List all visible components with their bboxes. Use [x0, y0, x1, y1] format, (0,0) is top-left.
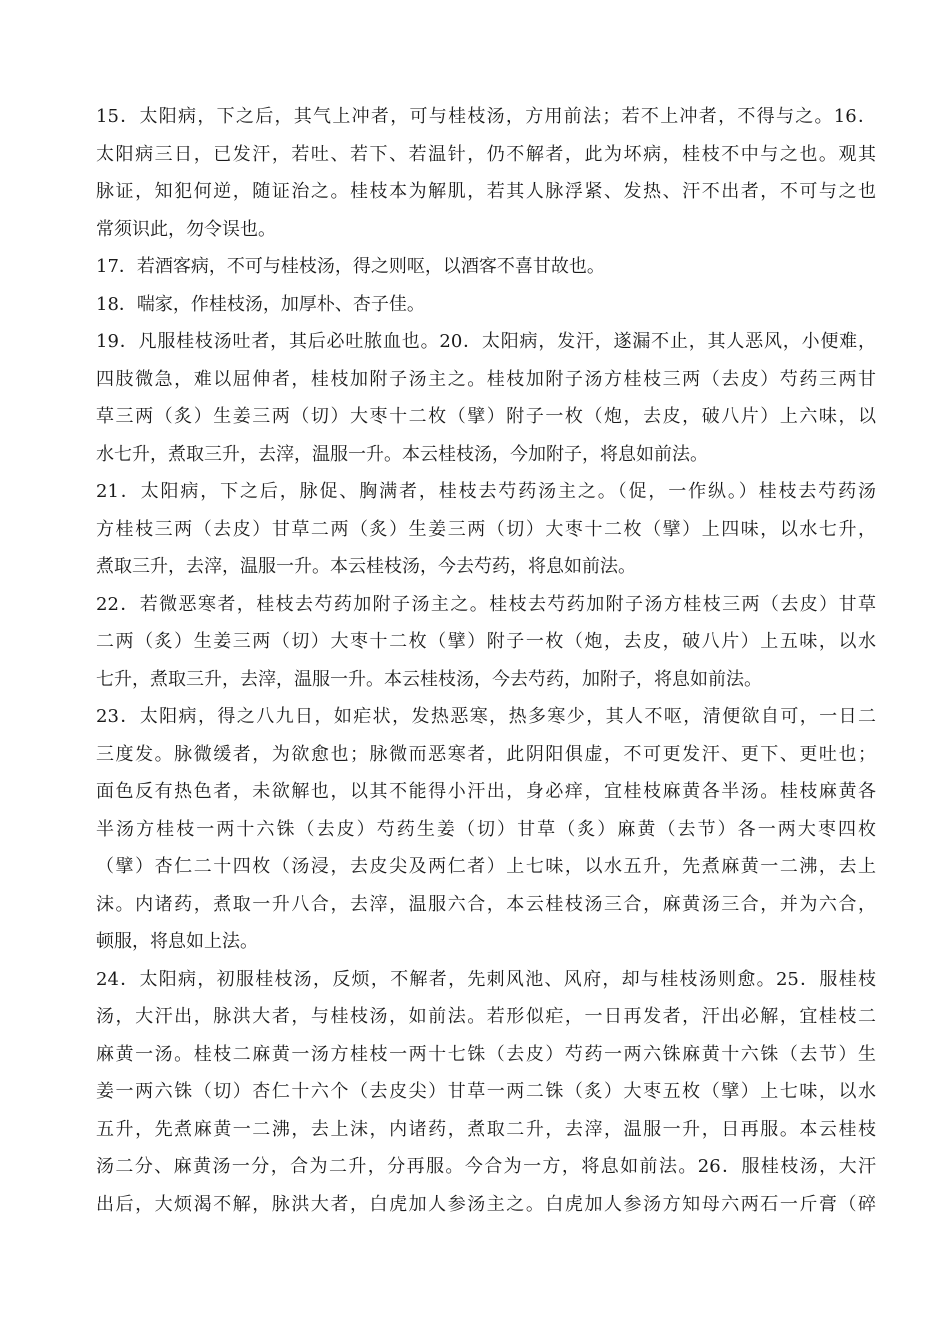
text-line: （擘）杏仁二十四枚（汤浸，去皮尖及两仁者）上七味，以水五升，先煮麻黄一二沸，去上 — [96, 856, 876, 877]
text-line: 二两（炙）生姜三两（切）大枣十二枚（擘）附子一枚（炮，去皮，破八片）上五味，以水 — [96, 631, 876, 652]
text-line: 七升，煮取三升，去滓，温服一升。本云桂枝汤，今去芍药，加附子，将息如前法。 — [96, 668, 762, 690]
text-line: 汤二分、麻黄汤一分，合为二升，分再服。今合为一方，将息如前法。26．服桂枝汤，大汗 — [96, 1156, 876, 1177]
text-line: 沫。内诸药，煮取一升八合，去滓，温服六合，本云桂枝汤三合，麻黄汤三合，并为六合， — [96, 893, 876, 915]
document-page — [96, 98, 876, 1223]
text-line: 太阳病三日，已发汗，若吐、若下、若温针，仍不解者，此为坏病，桂枝不中与之也。观其 — [96, 143, 876, 165]
text-line: 水七升，煮取三升，去滓，温服一升。本云桂枝汤，今加附子，将息如前法。 — [96, 443, 708, 465]
text-line: 19．凡服桂枝汤吐者，其后必吐脓血也。20．太阳病，发汗，遂漏不止，其人恶风，小便难， — [96, 331, 876, 352]
text-line: 五升，先煮麻黄一二沸，去上沫，内诸药，煮取二升，去滓，温服一升，日再服。本云桂枝 — [96, 1118, 876, 1140]
text-line: 草三两（炙）生姜三两（切）大枣十二枚（擘）附子一枚（炮，去皮，破八片）上六味，以 — [96, 406, 876, 427]
text-line: 面色反有热色者，未欲解也，以其不能得小汗出，身必痒，宜桂枝麻黄各半汤。桂枝麻黄各 — [96, 781, 876, 802]
text-line: 姜一两六铢（切）杏仁十六个（去皮尖）甘草一两二铢（炙）大枣五枚（擘）上七味，以水 — [96, 1081, 876, 1102]
text-line: 常须识此，勿令误也。 — [96, 218, 276, 240]
text-line: 煮取三升，去滓，温服一升。本云桂枝汤，今去芍药，将息如前法。 — [96, 556, 636, 577]
text-line: 15．太阳病，下之后，其气上冲者，可与桂枝汤，方用前法；若不上冲者，不得与之。16． — [96, 106, 876, 127]
text-line: 18．喘家，作桂枝汤，加厚朴、杏子佳。 — [96, 293, 425, 315]
text-line: 出后，大烦渴不解，脉洪大者，白虎加人参汤主之。白虎加人参汤方知母六两石一斤膏（碎 — [96, 1193, 876, 1215]
text-line: 半汤方桂枝一两十六铢（去皮）芍药生姜（切）甘草（炙）麻黄（去节）各一两大枣四枚 — [96, 818, 876, 840]
text-line: 脉证，知犯何逆，随证治之。桂枝本为解肌，若其人脉浮紧、发热、汗不出者，不可与之也 — [96, 181, 876, 202]
text-line: 三度发。脉微缓者，为欲愈也；脉微而恶寒者，此阴阳俱虚，不可更发汗、更下、更吐也； — [96, 743, 876, 765]
text-line: 23．太阳病，得之八九日，如疟状，发热恶寒，热多寒少，其人不呕，清便欲自可，一日二 — [96, 706, 876, 727]
text-line: 21．太阳病，下之后，脉促、胸满者，桂枝去芍药汤主之。（促，一作纵。）桂枝去芍药汤 — [96, 481, 876, 502]
text-line: 17．若酒客病，不可与桂枝汤，得之则呕，以酒客不喜甘故也。 — [96, 256, 605, 277]
text-line: 四肢微急，难以屈伸者，桂枝加附子汤主之。桂枝加附子汤方桂枝三两（去皮）芍药三两甘 — [96, 368, 876, 390]
text-line: 方桂枝三两（去皮）甘草二两（炙）生姜三两（切）大枣十二枚（擘）上四味，以水七升， — [96, 518, 876, 540]
text-line: 24．太阳病，初服桂枝汤，反烦，不解者，先刺风池、风府，却与桂枝汤则愈。25．服桂枝 — [96, 968, 876, 990]
text-line: 汤，大汗出，脉洪大者，与桂枝汤，如前法。若形似疟，一日再发者，汗出必解，宜桂枝二 — [96, 1006, 876, 1027]
text-line: 顿服，将息如上法。 — [96, 931, 258, 952]
text-line: 22．若微恶寒者，桂枝去芍药加附子汤主之。桂枝去芍药加附子汤方桂枝三两（去皮）甘草 — [96, 593, 876, 615]
text-line: 麻黄一汤。桂枝二麻黄一汤方桂枝一两十七铢（去皮）芍药一两六铢麻黄十六铢（去节）生 — [96, 1043, 876, 1065]
